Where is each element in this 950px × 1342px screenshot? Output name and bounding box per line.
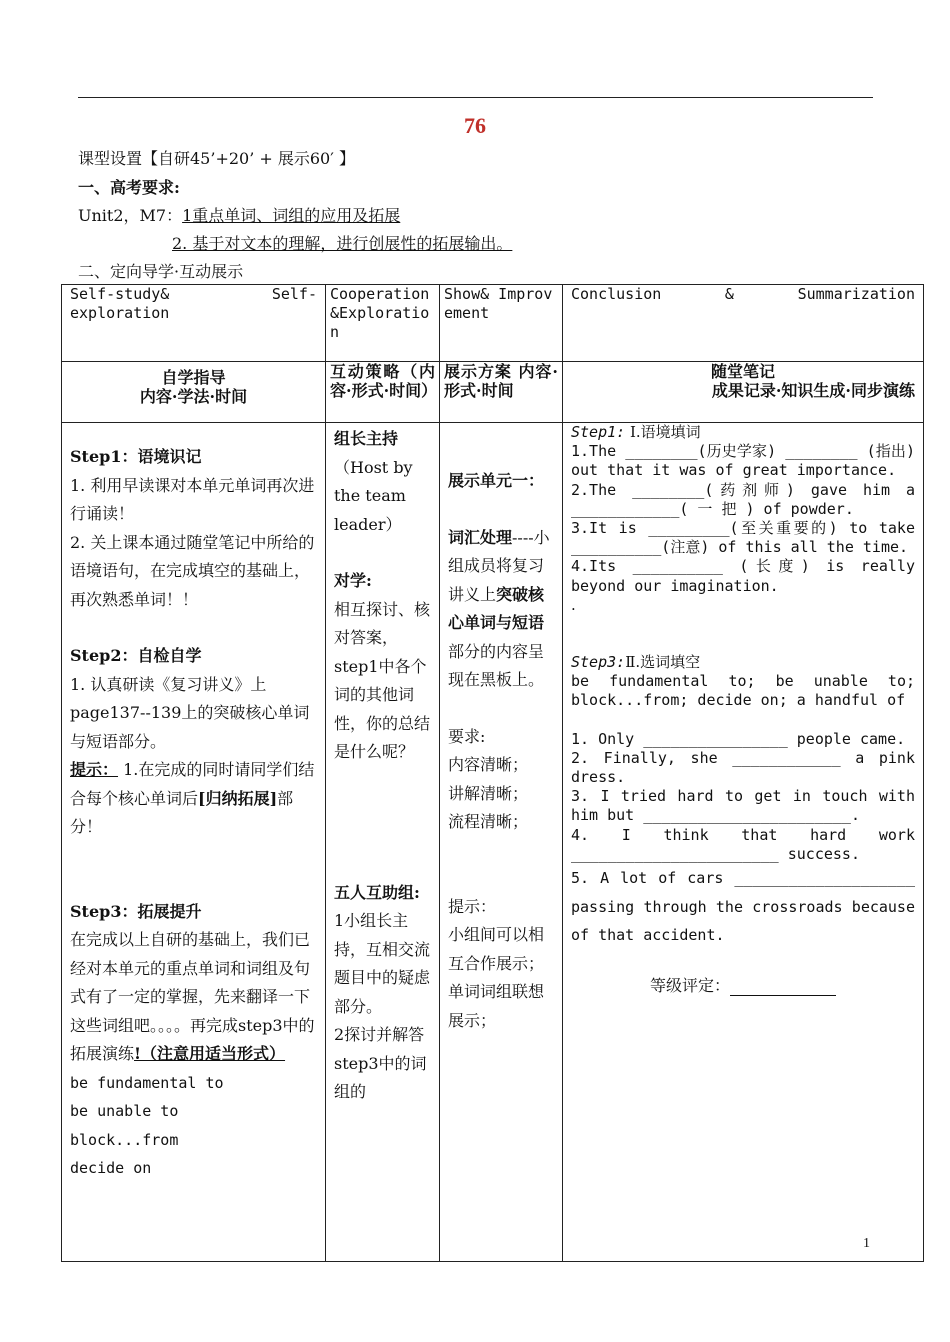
subheader-col2: 互动策略（内容·形式·时间） [326,362,440,423]
group-item-2: 2探讨并解答step3中的词组的 [334,1025,427,1101]
exercise1-q1: 1.The ________(历史学家) ________ (指出) out that it was of great importance. [571,442,915,480]
tip-label: 提示： [70,760,119,779]
exercise2-q3: 3. I tried hard to get in touch with him but _______________________. [571,787,915,825]
header-col1: Self-study& Self-exploration [62,285,326,362]
req-3: 流程清晰； [448,812,529,831]
hint-text-2: 单词词组联想展示； [448,982,545,1030]
requirement-1: 1重点单词、词组的应用及拓展 [182,206,401,225]
course-setting: 课型设置【自研45’+20’ + 展示60′ 】 [78,149,355,168]
req-2: 讲解清晰； [448,783,529,803]
exercise1-q2: 2.The ________(药剂师) gave him a ____________( 一 把 ) of powder. [571,480,915,518]
header-col3: Show& Improvement [440,285,563,362]
rating [571,976,915,996]
requirement-line-1 [78,203,400,226]
exercise2-q5: 5. A lot of cars ____________________ passing through the crossroads because of that accident. [571,869,915,945]
group-title: 五人互助组: [334,882,420,902]
step2-title: Step2：自检自学 [70,646,202,665]
step1-heading [571,423,915,442]
hint-title: 提示： [448,896,497,916]
self-study-column [62,423,326,1262]
step3-heading-text: Ⅱ.选词填空 [625,653,701,672]
subheader-col1 [62,362,326,423]
step3-note: !（注意用适当形式） [134,1044,286,1063]
rating-label: 等级评定： [649,975,730,995]
section1-title: 一、高考要求: [78,178,180,197]
step1-item-2: 2. 关上课本通过随堂笔记中所给的语境语句，在完成填空的基础上，再次熟悉单词！！ [70,532,315,609]
step1-title: Step1：语境识记 [70,447,202,466]
header-row [62,285,924,362]
page-number-title: 76 [464,113,486,138]
dot-line: . [571,595,576,614]
footer-page-number: 1 [863,1236,870,1251]
vocab-text2: 部分的内容呈现在黑板上。 [448,641,545,689]
phrase-2: be unable to [70,1102,179,1120]
cooperation-column [326,423,440,1262]
tip-text: 1.在完成的同时请同学们结合每个核心单词后 [70,760,315,808]
vocab-paragraph [448,524,554,695]
section2-title: 二、定向导学·互动展示 [78,262,244,281]
req-1: 内容清晰； [448,755,529,774]
pair-title: 对学: [334,571,372,590]
unit-title: 展示单元一： [448,471,545,490]
tip-paragraph [70,756,317,842]
top-rule [78,97,873,98]
subheader-col3: 展示方案 内容·形式·时间 [440,362,563,423]
phrase-1: be fundamental to [70,1073,224,1092]
step1-label: Step1: [571,423,626,441]
tip-end: 部分！ [70,788,294,836]
subheader-col4-line2: 成果记录·知识生成·同步演练 [711,381,915,400]
requirement-line-2 [172,231,512,254]
leader-sub: （Host by the team leader） [334,457,413,534]
header-col4: Conclusion & Summarization [563,285,924,362]
vocab-bold: 突破核心单词与短语 [448,584,545,632]
show-column [440,423,563,1262]
exercise2-q1: 1. Only ________________ people came. [571,729,906,748]
req-title: 要求: [448,726,486,746]
vocab-text1: ----小组成员将复习讲义上 [448,527,550,604]
step3-paragraph [70,926,317,1069]
rating-blank[interactable] [730,976,836,996]
subheader-col4-line1: 随堂笔记 [710,362,775,381]
step1-item-1: 1. 利用早读课对本单元单词再次进行诵读！ [70,475,315,523]
requirement-prefix: Unit2，M7： [78,206,183,225]
step3-text: 在完成以上自研的基础上，我们已经对本单元的重点单词和词组及句式有了一定的掌握，先来翻译一下这些词组吧。。。。再完成step3中的拓展演练 [70,930,315,1063]
notes-column [563,423,924,1262]
exercise2-q2: 2. Finally, she ____________ a pink dress. [571,748,915,787]
step3-label: Step3: [571,653,626,672]
content-row [62,423,924,1262]
pair-text: 相互探讨、核对答案，step1中各个词的其他词性，你的总结是什么呢？ [334,599,431,761]
step2-item-1: 1. 认真研读《复习讲义》上page137--139上的突破核心单词与短语部分。 [70,674,310,751]
hint-text: 小组间可以相互合作展示； [448,925,545,973]
header-col2: Cooperation &Exploration [326,285,440,362]
subheader-col4 [563,362,924,423]
phrase-4: decide on [70,1159,152,1177]
requirement-2: 2. 基于对文本的理解，进行创展性的拓展输出。 [172,234,513,253]
subheader-col1-line1: 自学指导 [161,368,226,387]
leader-title: 组长主持 [334,429,399,448]
step1-heading-text: Ⅰ.语境填词 [625,423,701,441]
guide-table [61,284,924,1262]
step3-title: Step3：拓展提升 [70,901,202,921]
exercise1-q3: 3.It is _________(至关重要的) to take __________(注意) of this all the time. [571,519,915,557]
exercise1-q4: 4.Its __________ (长度) is really beyond our imagination. [571,557,915,595]
subheader-row [62,362,924,423]
group-item-1: 1小组长主持，互相交流题目中的疑虑部分。 [334,911,431,1016]
tip-bold: [归纳拓展] [198,788,278,808]
word-options: be fundamental to; be unable to; block...from; decide on; a handful of [571,672,915,710]
phrase-3: block...from [70,1130,179,1149]
subheader-col1-line2: 内容·学法·时间 [139,387,248,406]
vocab-title: 词汇处理 [448,527,513,547]
exercise2-q4: 4. I think that hard work _______________________ success. [571,825,915,863]
step3-heading [571,653,915,672]
